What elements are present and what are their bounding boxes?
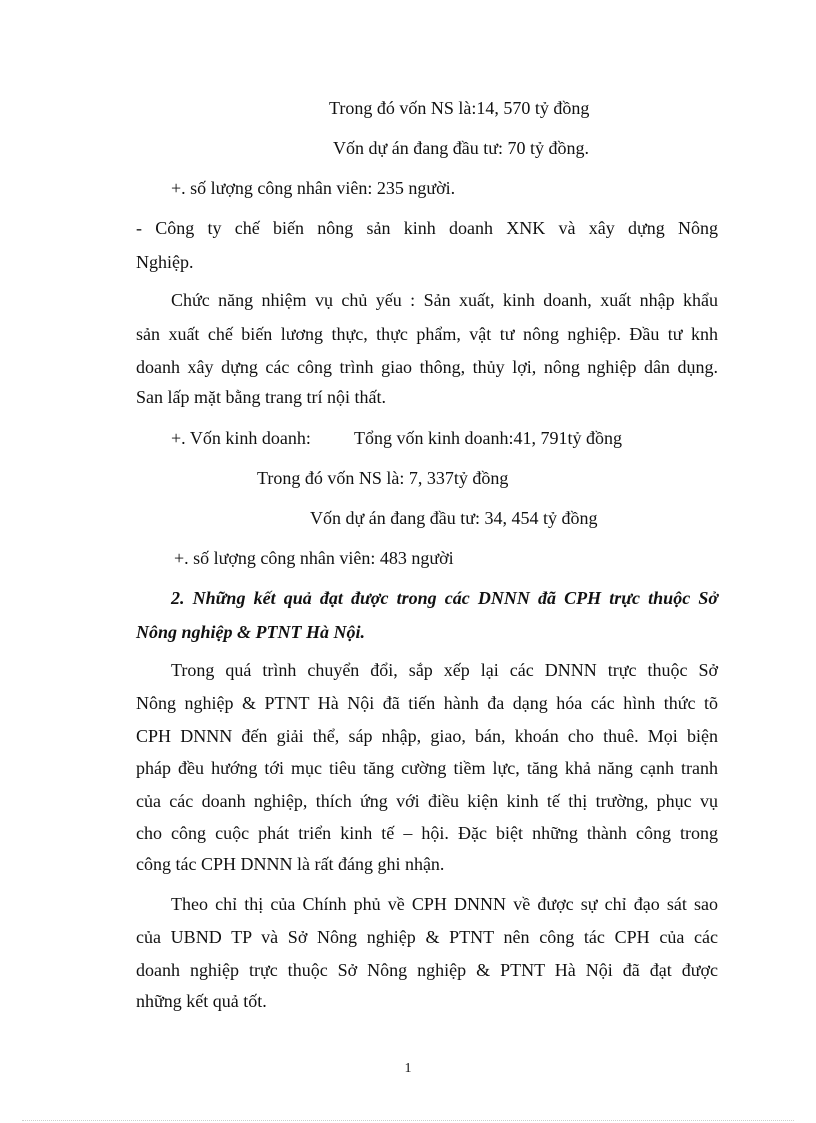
text-line: pháp đều hướng tới mục tiêu tăng cường tiềm lực, tăng khả năng cạnh tranh — [136, 758, 718, 778]
text-line: cho công cuộc phát triển kinh tế – hội. Đặc biệt những thành công trong — [136, 823, 718, 843]
text-line: Tổng vốn kinh doanh:41, 791tỷ đồng — [354, 428, 622, 448]
text-line: Vốn dự án đang đầu tư: 70 tỷ đồng. — [333, 138, 589, 158]
text-line: doanh nghiệp trực thuộc Sở Nông nghiệp & PTNT Hà Nội đã đạt được — [136, 960, 718, 980]
text-line: Trong đó vốn NS là:14, 570 tỷ đồng — [329, 98, 590, 118]
text-line: của UBND TP và Sở Nông nghiệp & PTNT nên công tác CPH của các — [136, 927, 718, 947]
page-bottom-divider — [22, 1120, 794, 1121]
text-line: - Công ty chế biến nông sản kinh doanh XNK và xây dựng Nông — [136, 218, 718, 238]
text-line: +. Vốn kinh doanh: — [171, 428, 311, 448]
text-line: Vốn dự án đang đầu tư: 34, 454 tỷ đồng — [310, 508, 598, 528]
text-line: Trong đó vốn NS là: 7, 337tỷ đồng — [257, 468, 509, 488]
text-line: +. số lượng công nhân viên: 483 người — [174, 548, 454, 568]
text-line: công tác CPH DNNN là rất đáng ghi nhận. — [136, 854, 445, 874]
text-line: doanh xây dựng các công trình giao thông, thủy lợi, nông nghiệp dân dụng. — [136, 357, 718, 377]
text-line: +. số lượng công nhân viên: 235 người. — [171, 178, 456, 198]
text-line: Nông nghiệp & PTNT Hà Nội đã tiến hành đa dạng hóa các hình thức tõ — [136, 693, 718, 713]
section-heading: Nông nghiệp & PTNT Hà Nội. — [136, 622, 366, 642]
section-heading: 2. Những kết quả đạt được trong các DNNN đã CPH trực thuộc Sở — [171, 588, 718, 608]
text-line: sản xuất chế biến lương thực, thực phẩm, vật tư nông nghiệp. Đầu tư knh — [136, 324, 718, 344]
text-line: Theo chỉ thị của Chính phủ về CPH DNNN về được sự chỉ đạo sát sao — [171, 894, 718, 914]
text-line: Trong quá trình chuyển đổi, sắp xếp lại các DNNN trực thuộc Sở — [171, 660, 718, 680]
text-line: của các doanh nghiệp, thích ứng với điều kiện kinh tế thị trường, phục vụ — [136, 791, 718, 811]
text-line: Nghiệp. — [136, 252, 194, 272]
text-line: Chức năng nhiệm vụ chủ yếu : Sản xuất, kinh doanh, xuất nhập khẩu — [171, 290, 718, 310]
text-line: San lấp mặt bằng trang trí nội thất. — [136, 387, 386, 407]
text-line: CPH DNNN đến giải thể, sáp nhập, giao, bán, khoán cho thuê. Mọi biện — [136, 726, 718, 746]
text-line: những kết quả tốt. — [136, 991, 267, 1011]
page-number: 1 — [404, 1061, 412, 1076]
